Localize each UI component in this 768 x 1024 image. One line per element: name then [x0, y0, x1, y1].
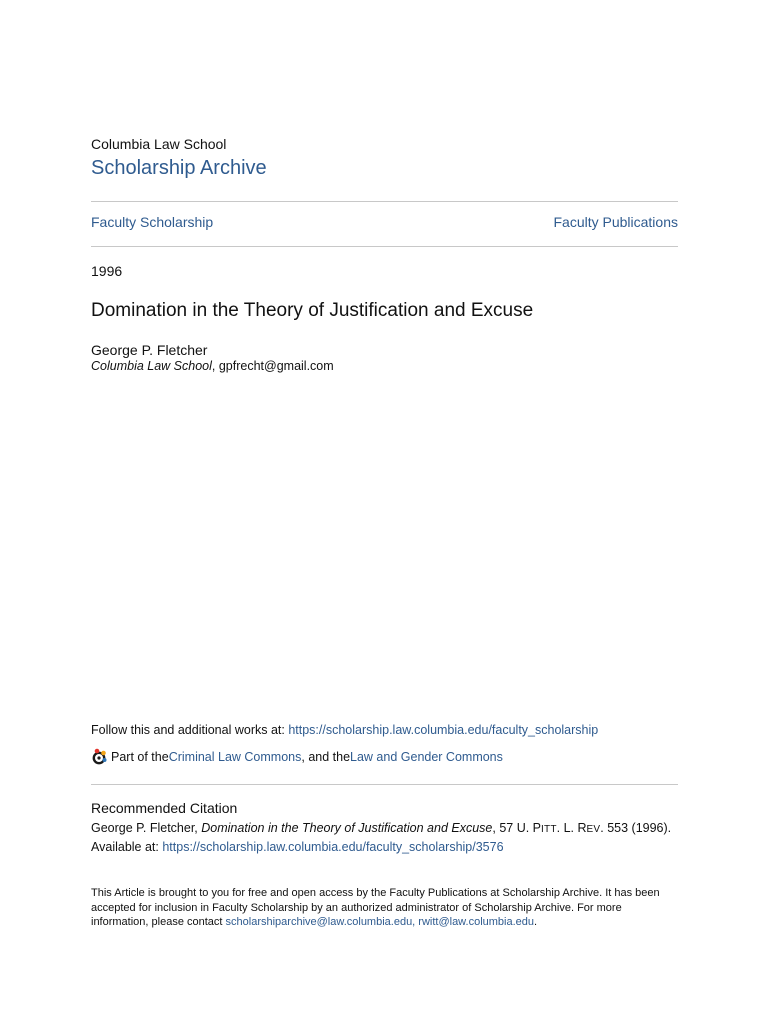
commons-network-icon: [91, 748, 108, 765]
institution-name: Columbia Law School: [91, 136, 227, 152]
nav-divider: [91, 246, 678, 247]
available-url-link[interactable]: https://scholarship.law.columbia.edu/faculty_scholarship/3576: [162, 839, 504, 854]
criminal-law-commons-link[interactable]: Criminal Law Commons: [168, 749, 302, 764]
part-of-middle: , and the: [301, 749, 351, 764]
contact-email-links[interactable]: scholarshiparchive@law.columbia.edu, rwitt@law.columbia.edu: [225, 916, 535, 928]
faculty-publications-link[interactable]: Faculty Publications: [553, 214, 678, 230]
citation-journal-sc2: EV: [586, 824, 601, 835]
citation-line-2: [91, 839, 671, 857]
follow-line: [91, 723, 598, 737]
faculty-scholarship-link[interactable]: Faculty Scholarship: [91, 214, 214, 230]
top-divider: [91, 201, 678, 202]
notice-text: This Article is brought to you for free and open access by the Faculty Publications at Scholarship Archive. It has been accepted for inclusion in Faculty Scholarship by an authorized administrator of Scholarship Archive. For more information, please contact: [91, 887, 660, 928]
notice-end: .: [534, 916, 538, 928]
available-prefix: Available at:: [91, 839, 163, 854]
citation-journal-sc1: ITT: [541, 824, 557, 835]
citation-divider: [91, 784, 678, 785]
affiliation-institution: Columbia Law School: [91, 359, 212, 373]
author-name: George P. Fletcher: [91, 342, 208, 358]
publication-year: 1996: [91, 263, 123, 279]
citation-journal-a: , 57 U. P: [492, 821, 542, 835]
scholarship-archive-link[interactable]: Scholarship Archive: [91, 157, 267, 179]
follow-prefix: Follow this and additional works at:: [91, 723, 289, 737]
citation-journal-c: . 553 (1996).: [600, 821, 672, 835]
citation-line-1: [91, 820, 671, 839]
affiliation-email: , gpfrecht@gmail.com: [211, 359, 334, 373]
citation-author: George P. Fletcher,: [91, 821, 202, 835]
part-of-prefix: Part of the: [111, 749, 169, 764]
citation-title: Domination in the Theory of Justification and Excuse: [201, 821, 493, 835]
follow-url-link[interactable]: https://scholarship.law.columbia.edu/faculty_scholarship: [288, 723, 599, 737]
citation-journal-b: . L. R: [556, 821, 587, 835]
article-title: Domination in the Theory of Justification and Excuse: [91, 300, 534, 321]
recommended-citation-heading: Recommended Citation: [91, 800, 238, 816]
cover-page: [91, 0, 678, 1024]
access-notice: [91, 886, 678, 930]
part-of-line: [91, 748, 503, 765]
law-and-gender-commons-link[interactable]: Law and Gender Commons: [350, 749, 503, 764]
author-affiliation: [91, 359, 334, 373]
citation-text: [91, 820, 671, 856]
